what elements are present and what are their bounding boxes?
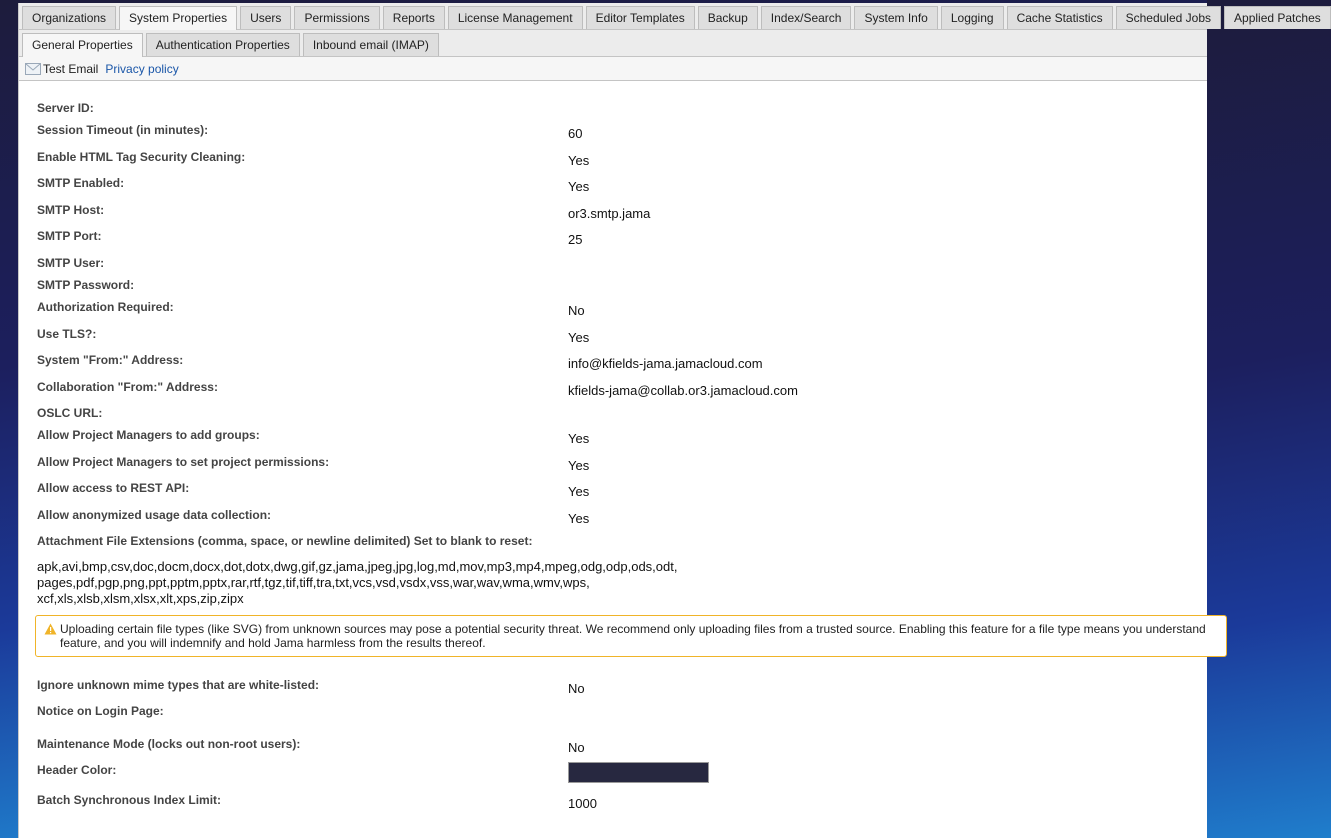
test-email-label: Test Email [43,61,99,76]
tab-organizations[interactable]: Organizations [22,6,116,29]
property-value: Yes [568,179,590,194]
property-label: Allow Project Managers to add groups: [37,428,260,442]
property-label: SMTP User: [37,256,105,270]
tab-system-info[interactable]: System Info [854,6,937,29]
property-value: No [568,681,585,696]
header-color-swatch[interactable] [568,762,709,783]
property-label: Maintenance Mode (locks out non-root users): [37,737,301,751]
property-label: SMTP Host: [37,203,105,217]
property-label: Enable HTML Tag Security Cleaning: [37,150,246,164]
security-warning-banner [35,615,1227,657]
property-value: Yes [568,431,590,446]
property-value: kfields-jama@collab.or3.jamacloud.com [568,383,798,398]
main-tab-bar [19,3,1321,30]
property-label: SMTP Password: [37,278,135,292]
property-label: Authorization Required: [37,300,174,314]
property-label: SMTP Port: [37,229,102,243]
sub-tab-bar [19,30,1207,57]
tab-backup[interactable]: Backup [698,6,758,29]
subtab-authentication-properties[interactable]: Authentication Properties [146,33,300,56]
tab-system-properties[interactable]: System Properties [119,6,237,30]
property-value: Yes [568,330,590,345]
extensions-line: apk,avi,bmp,csv,doc,docm,docx,dot,dotx,dwg,gif,gz,jama,jpeg,jpg,log,md,mov,mp3,mp4,mpeg,odg,odp,ods,odt, [37,559,678,574]
tab-applied-patches[interactable]: Applied Patches [1224,6,1331,29]
property-value: 60 [568,126,583,141]
property-label: Use TLS?: [37,327,97,341]
property-label: SMTP Enabled: [37,176,125,190]
property-label: Header Color: [37,763,117,777]
property-value: No [568,303,585,318]
property-label: Batch Synchronous Index Limit: [37,793,222,807]
tab-logging[interactable]: Logging [941,6,1004,29]
property-value: 1000 [568,796,597,811]
attachment-extensions-list [37,559,717,607]
attachment-extensions-label: Attachment File Extensions (comma, space, or newline delimited) Set to blank to reset: [37,534,533,548]
property-value: Yes [568,458,590,473]
tab-permissions[interactable]: Permissions [294,6,379,29]
privacy-policy-link[interactable]: Privacy policy [105,61,179,76]
property-label: Allow Project Managers to set project permissions: [37,455,330,469]
tab-editor-templates[interactable]: Editor Templates [586,6,695,29]
toolbar [19,57,1207,81]
extensions-line: xcf,xls,xlsb,xlsm,xlsx,xlt,xps,zip,zipx [37,591,244,606]
property-label: OSLC URL: [37,406,103,420]
property-value: Yes [568,511,590,526]
property-label: Session Timeout (in minutes): [37,123,209,137]
subtab-inbound-email[interactable]: Inbound email (IMAP) [303,33,439,56]
admin-window [18,3,1321,838]
property-value: info@kfields-jama.jamacloud.com [568,356,763,371]
property-value: Yes [568,153,590,168]
property-label: Collaboration "From:" Address: [37,380,218,394]
tab-cache-statistics[interactable]: Cache Statistics [1007,6,1113,29]
property-value: No [568,740,585,755]
property-label: Ignore unknown mime types that are white-listed: [37,678,320,692]
property-value: Yes [568,484,590,499]
warning-triangle-icon [44,623,57,635]
test-email-button[interactable] [25,62,98,76]
property-label: System "From:" Address: [37,353,184,367]
property-label: Notice on Login Page: [37,704,164,718]
warning-text-line: Uploading certain file types (like SVG) from unknown sources may pose a potential security threat. We recommend only uploading files from a trusted source. Enabling this feature for a file type means you understand [60,622,1206,636]
property-value: or3.smtp.jama [568,206,651,221]
property-label: Server ID: [37,101,94,115]
warning-text-line: feature, and you will indemnify and hold Jama harmless from the results thereof. [60,636,486,650]
tab-scheduled-jobs[interactable]: Scheduled Jobs [1116,6,1221,29]
property-label: Allow anonymized usage data collection: [37,508,272,522]
subtab-general-properties[interactable]: General Properties [22,33,143,57]
envelope-icon [25,63,41,75]
tab-index-search[interactable]: Index/Search [761,6,852,29]
tab-license-management[interactable]: License Management [448,6,583,29]
tab-users[interactable]: Users [240,6,291,29]
property-value: 25 [568,232,583,247]
property-label: Allow access to REST API: [37,481,190,495]
tab-reports[interactable]: Reports [383,6,445,29]
extensions-line: pages,pdf,pgp,png,ppt,pptm,pptx,rar,rtf,tgz,tif,tiff,tra,txt,vcs,vsd,vsdx,vss,war,wav,wma,wmv,wps, [37,575,590,590]
